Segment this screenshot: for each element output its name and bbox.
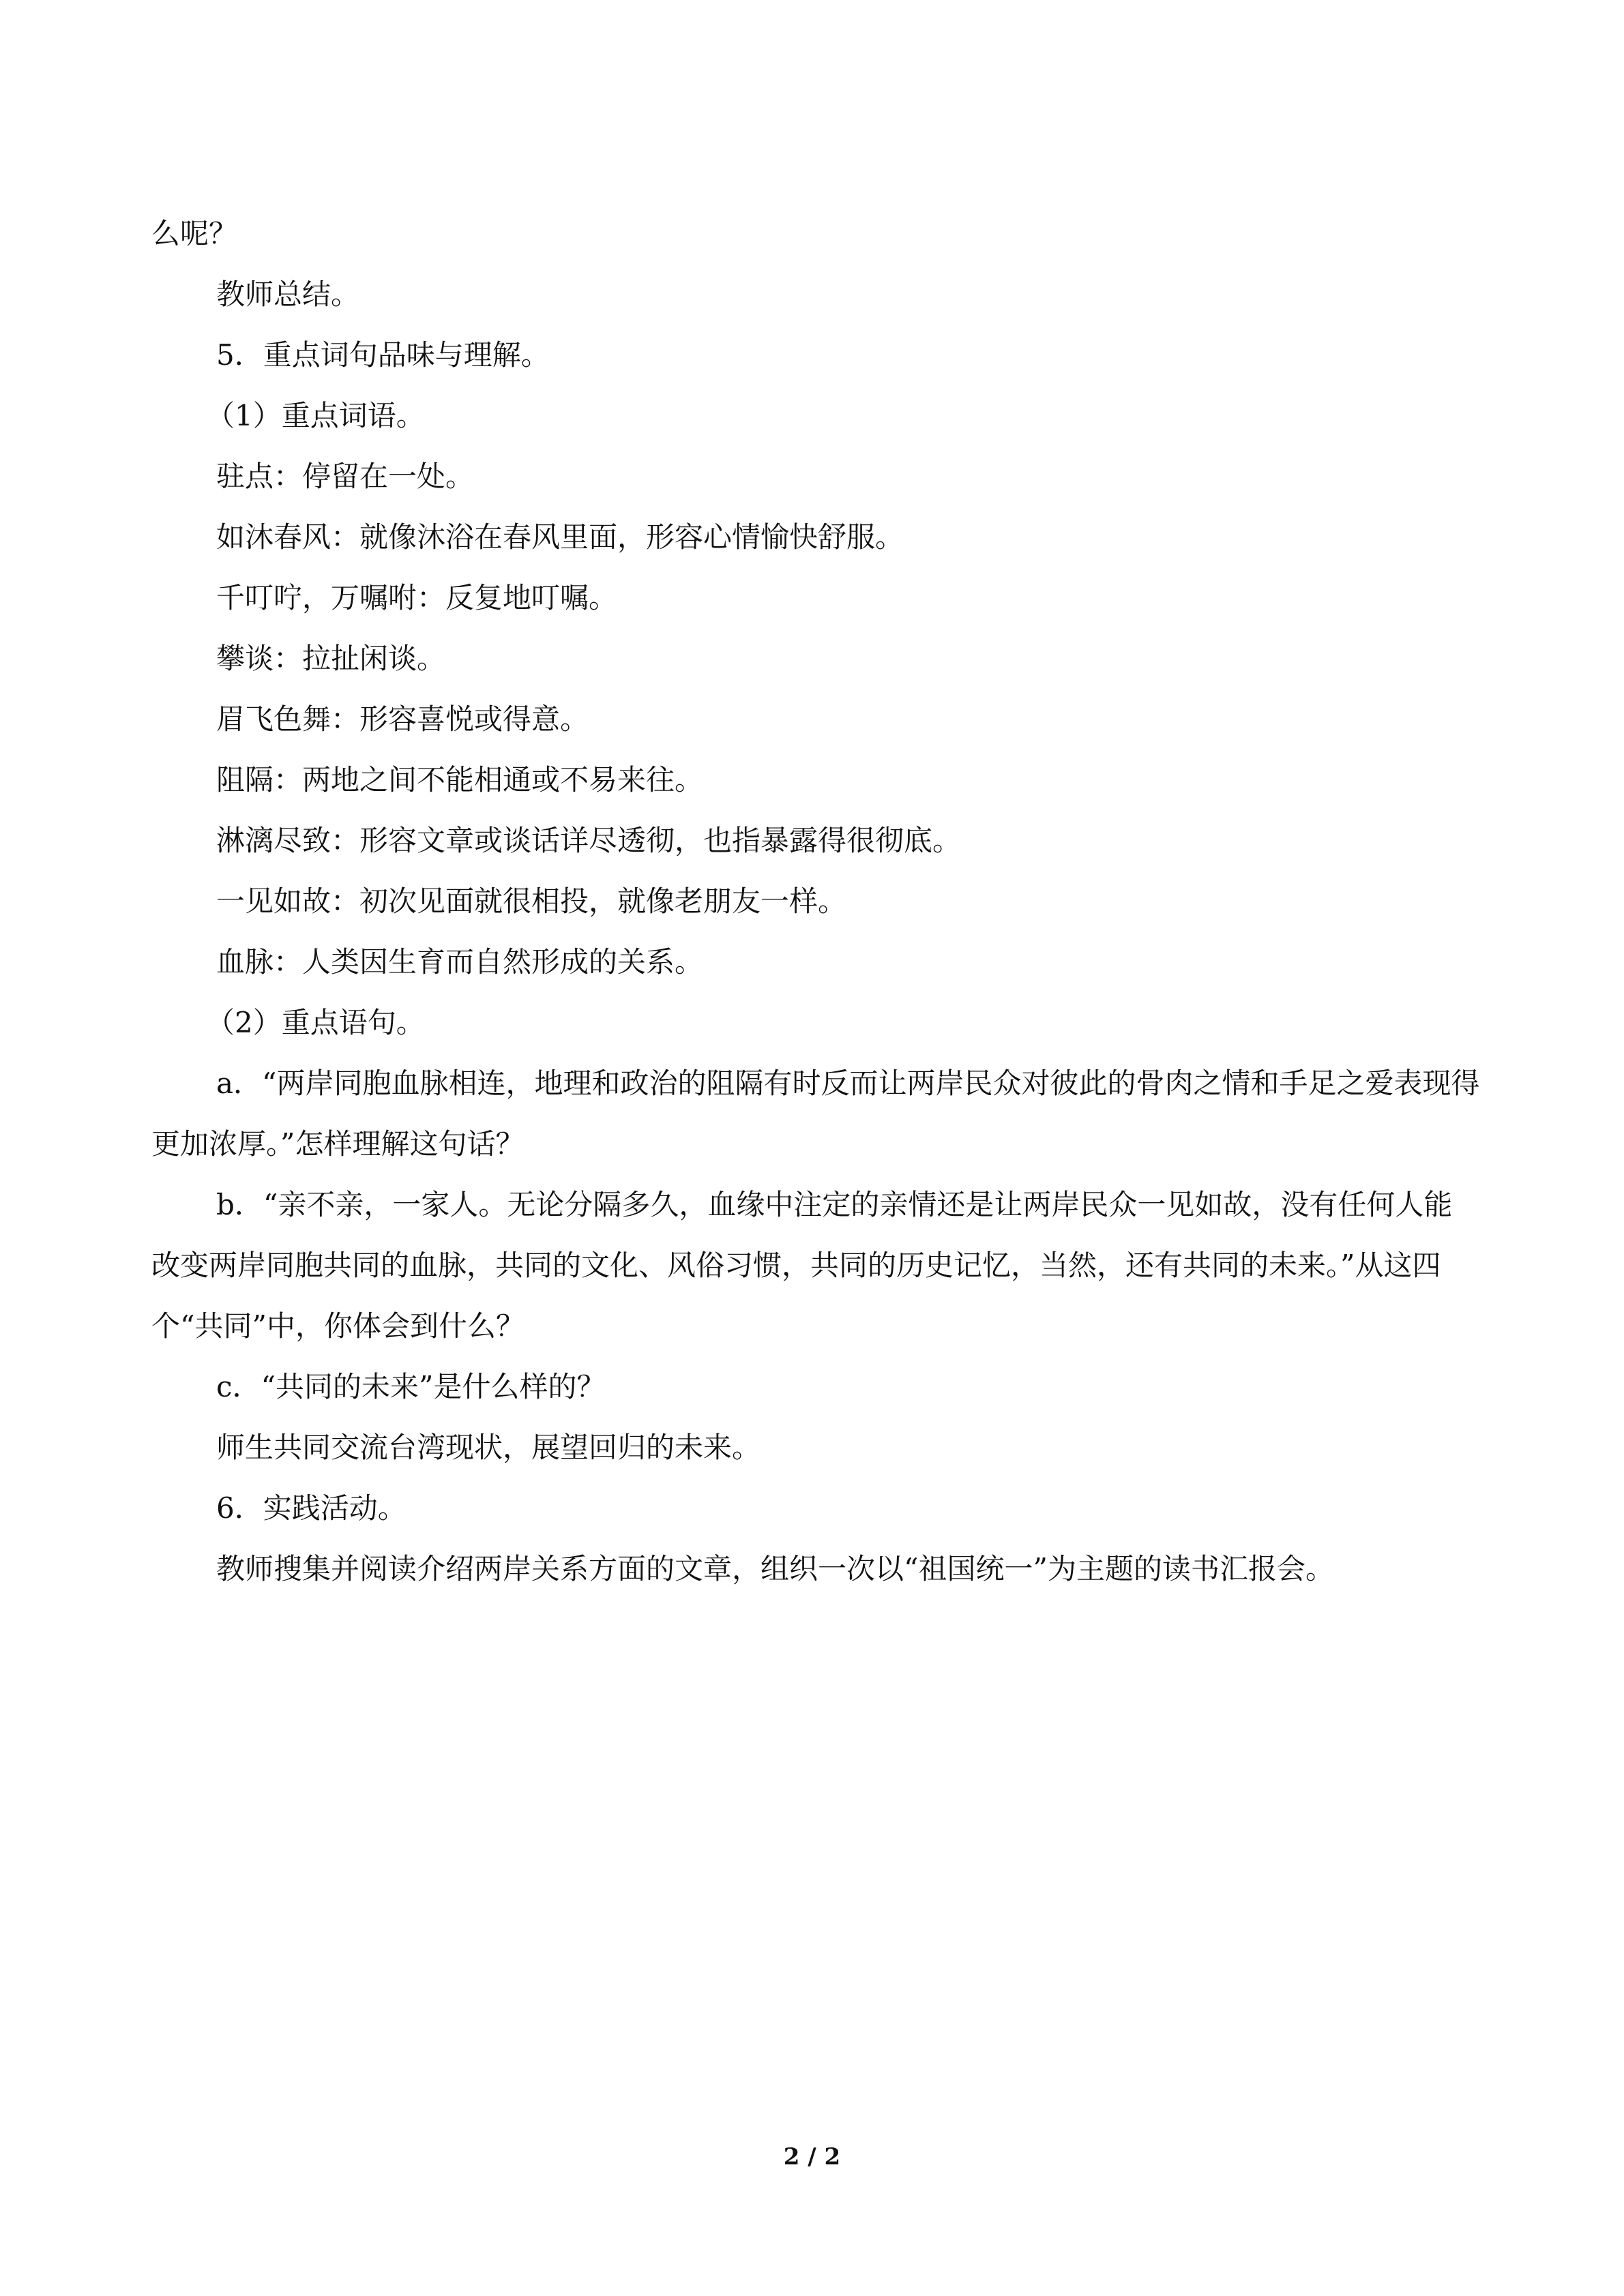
- paragraph-discussion: 师生共同交流台湾现状，展望回归的未来。: [216, 1431, 761, 1464]
- paragraph-2: 教师总结。: [216, 278, 360, 311]
- vocab-item: 攀谈：拉扯闲谈。: [216, 642, 446, 675]
- vocab-item: 阻隔：两地之间不能相通或不易来往。: [216, 763, 704, 796]
- paragraph-activity: 教师搜集并阅读介绍两岸关系方面的文章，组织一次以“祖国统一”为主题的读书汇报会。: [216, 1552, 1334, 1585]
- subsection-heading-2: （2）重点语句。: [206, 1006, 425, 1039]
- document-body: [151, 203, 1480, 1599]
- page-number: 2 / 2: [783, 2143, 841, 2171]
- sentence-item-a: a．“两岸同胞血脉相连，地理和政治的阻隔有时反而让两岸民众对彼此的骨肉之情和手足之爱表现得更加浓厚。”怎样理解这句话？: [151, 1067, 1480, 1161]
- sentence-item-b: b．“亲不亲，一家人。无论分隔多久，血缘中注定的亲情还是让两岸民众一见如故，没有任何人能改变两岸同胞共同的血脉，共同的文化、风俗习惯，共同的历史记忆，当然，还有共同的未来。”从这四个“共同”中，你体会到什么？: [151, 1188, 1453, 1343]
- vocab-item: 淋漓尽致：形容文章或谈话详尽透彻，也指暴露得很彻底。: [216, 824, 962, 857]
- vocab-item: 如沐春风：就像沐浴在春风里面，形容心情愉快舒服。: [216, 520, 904, 554]
- vocab-item: 一见如故：初次见面就很相投，就像老朋友一样。: [216, 884, 847, 918]
- section-heading-6: 6．实践活动。: [216, 1491, 407, 1525]
- paragraph-1: 么呢？: [151, 217, 238, 250]
- section-heading-5: 5．重点词句品味与理解。: [216, 338, 550, 372]
- subsection-heading-1: （1）重点词语。: [206, 399, 425, 432]
- vocab-item: 血脉：人类因生育而自然形成的关系。: [216, 945, 704, 979]
- vocab-item: 千叮咛，万嘱咐：反复地叮嘱。: [216, 581, 618, 614]
- vocab-item: 眉飞色舞：形容喜悦或得意。: [216, 702, 589, 736]
- sentence-item-c: c．“共同的未来”是什么样的？: [216, 1370, 606, 1403]
- vocab-item: 驻点：停留在一处。: [216, 460, 475, 493]
